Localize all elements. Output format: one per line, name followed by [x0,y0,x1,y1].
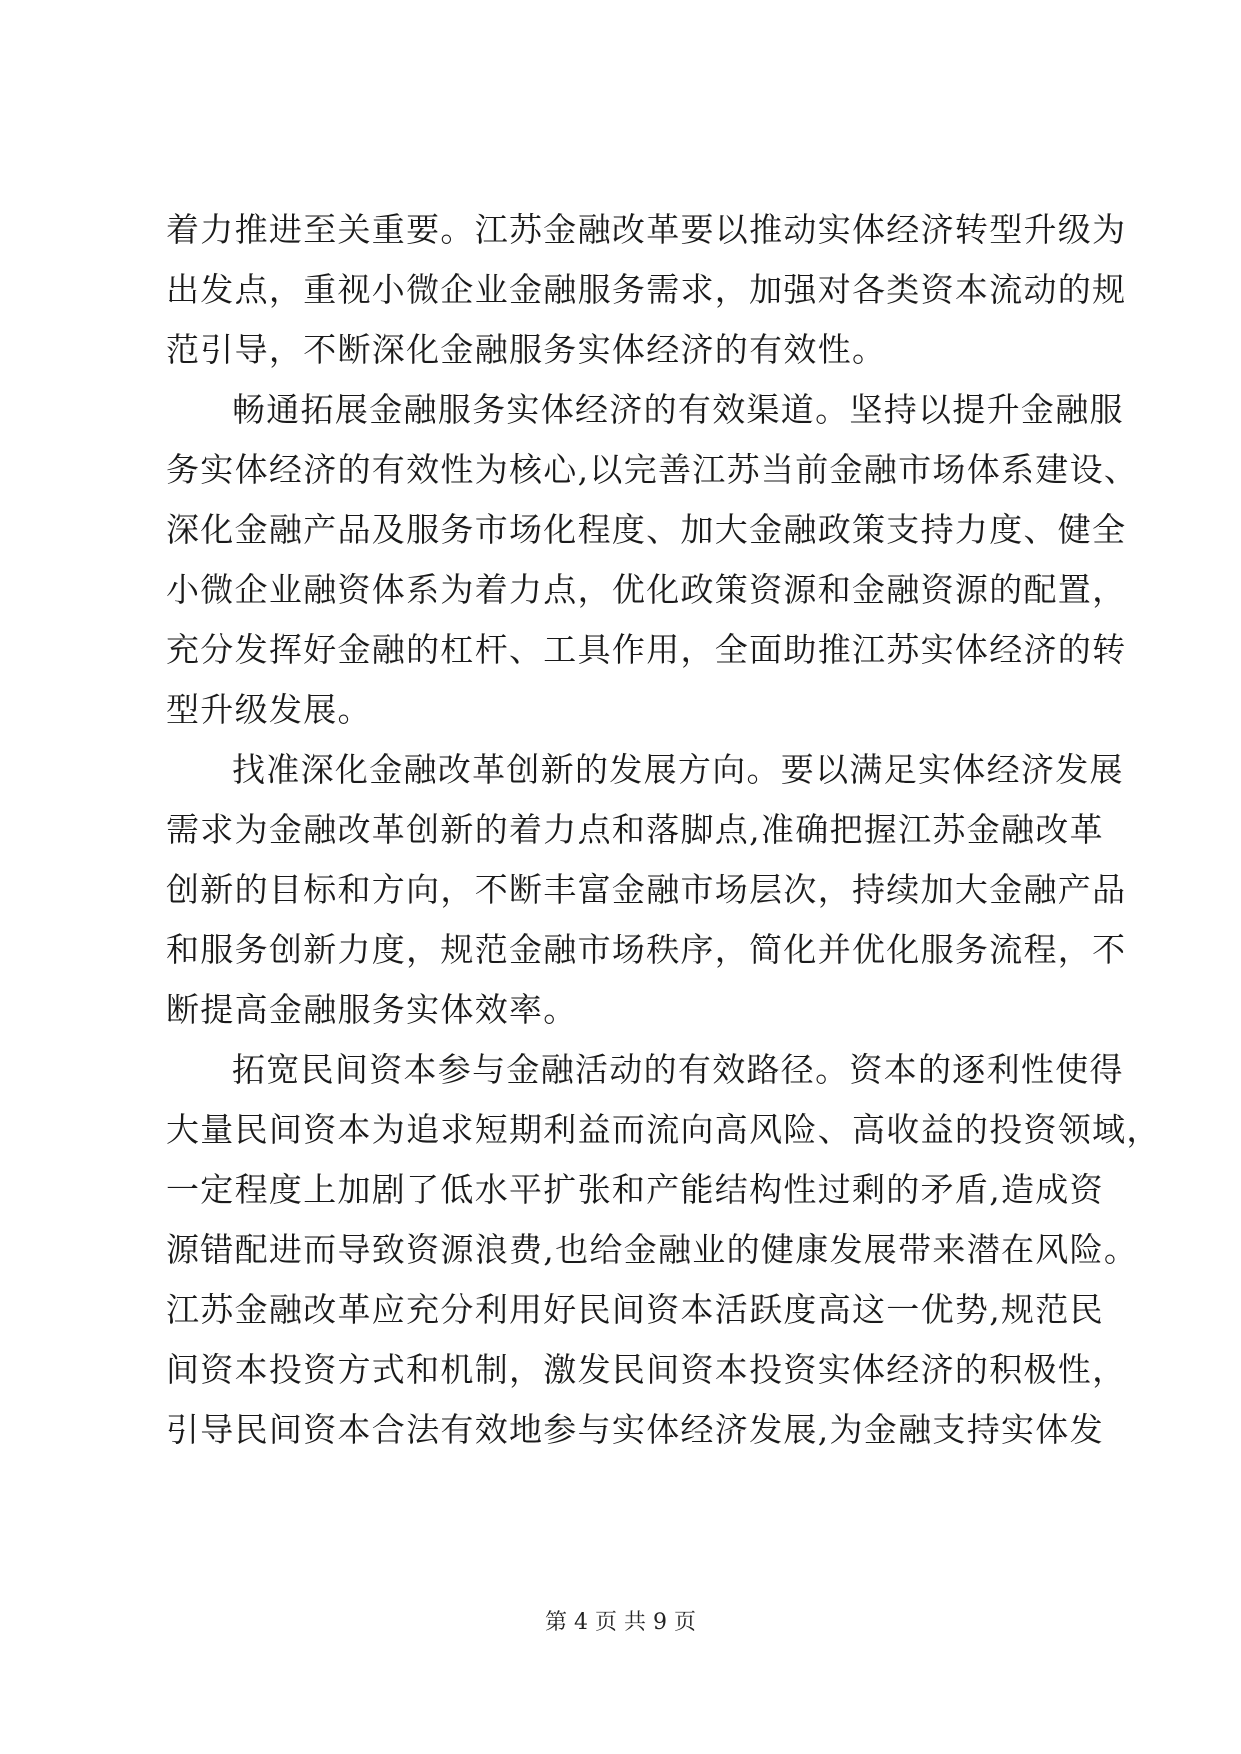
paragraph-4-line-5: 江苏金融改革应充分利用好民间资本活跃度高这一优势,规范民 [166,1290,1104,1329]
paragraph-2-line-6: 型升级发展。 [166,690,372,729]
paragraph-2-line-5: 充分发挥好金融的杠杆、工具作用，全面助推江苏实体经济的转 [166,630,1127,669]
paragraph-4-line-1: 拓宽民间资本参与金融活动的有效路径。资本的逐利性使得 [232,1050,1124,1089]
paragraph-2-line-4: 小微企业融资体系为着力点，优化政策资源和金融资源的配置， [166,570,1127,609]
paragraph-2-line-3: 深化金融产品及服务市场化程度、加大金融政策支持力度、健全 [166,510,1127,549]
paragraph-4-line-6: 间资本投资方式和机制，激发民间资本投资实体经济的积极性， [166,1350,1127,1389]
paragraph-1-line-1: 着力推进至关重要。江苏金融改革要以推动实体经济转型升级为 [166,210,1127,249]
paragraph-3-line-2: 需求为金融改革创新的着力点和落脚点,准确把握江苏金融改革 [166,810,1104,849]
paragraph-4-line-4: 源错配进而导致资源浪费,也给金融业的健康发展带来潜在风险。 [166,1230,1139,1269]
page-number-footer: 第 4 页 共 9 页 [545,1610,696,1635]
paragraph-3-line-1: 找准深化金融改革创新的发展方向。要以满足实体经济发展 [232,750,1124,789]
paragraph-2-line-1: 畅通拓展金融服务实体经济的有效渠道。坚持以提升金融服 [232,390,1124,429]
paragraph-4-line-7: 引导民间资本合法有效地参与实体经济发展,为金融支持实体发 [166,1410,1104,1449]
paragraph-4-line-3: 一定程度上加剧了低水平扩张和产能结构性过剩的矛盾,造成资 [166,1170,1104,1209]
paragraph-3-line-5: 断提高金融服务实体效率。 [166,990,578,1029]
paragraph-2-line-2: 务实体经济的有效性为核心,以完善江苏当前金融市场体系建设、 [166,450,1139,489]
paragraph-3-line-4: 和服务创新力度，规范金融市场秩序，简化并优化服务流程，不 [166,930,1127,969]
paragraph-1-line-2: 出发点，重视小微企业金融服务需求，加强对各类资本流动的规 [166,270,1127,309]
paragraph-4-line-2: 大量民间资本为追求短期利益而流向高风险、高收益的投资领域， [166,1110,1161,1149]
paragraph-1-line-3: 范引导，不断深化金融服务实体经济的有效性。 [166,330,887,369]
paragraph-3-line-3: 创新的目标和方向，不断丰富金融市场层次，持续加大金融产品 [166,870,1127,909]
